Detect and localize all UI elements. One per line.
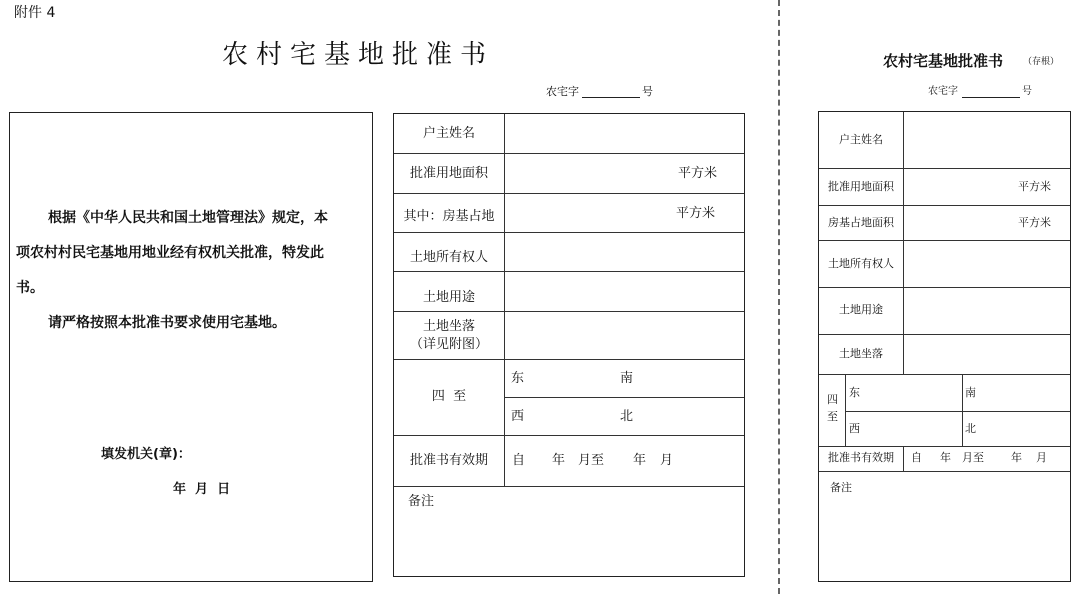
stub-number-blank[interactable] [962, 97, 1020, 98]
land-use-label: 土地用途 [422, 290, 475, 305]
remarks-label: 备注 [408, 494, 435, 509]
land-owner-label: 土地所有权人 [409, 250, 488, 265]
stub-remarks-label: 备注 [830, 481, 852, 494]
notice-line-3: 书。 [16, 280, 44, 296]
number-prefix: 农宅字 [546, 85, 579, 98]
stub-title-note: （存根） [1023, 57, 1060, 67]
building-area-label: 其中：房基占地 [403, 209, 495, 224]
owner-name-label: 户主姓名 [422, 126, 475, 141]
stub-number-suffix: 号 [1022, 86, 1032, 97]
boundary-south: 南 [620, 371, 634, 386]
stub-building-area-unit: 平方米 [1018, 216, 1051, 229]
approved-area-label: 批准用地面积 [409, 166, 488, 181]
stub-owner-name-label: 户主姓名 [839, 133, 883, 146]
stub-validity-year-start: 年 [940, 451, 951, 464]
building-area-unit: 平方米 [676, 206, 716, 221]
boundaries-label: 四 至 [431, 389, 467, 404]
stub-validity-label: 批准书有效期 [828, 451, 894, 464]
stub-validity-from: 自 [911, 451, 922, 464]
validity-from: 自 [512, 453, 526, 468]
stub-number-prefix: 农宅字 [928, 86, 958, 97]
number-blank[interactable] [582, 97, 640, 98]
boundary-west: 西 [511, 409, 525, 424]
stub-boundary-east: 东 [849, 386, 860, 399]
stub-location-label: 土地坐落 [839, 347, 883, 360]
stub-approved-area-label: 批准用地面积 [828, 180, 894, 193]
certificate-title: 农村宅基地批准书 [222, 40, 495, 70]
validity-label: 批准书有效期 [409, 453, 488, 468]
notice-line-2: 项农村村民宅基地用地业经有权机关批准，特发此 [16, 245, 324, 261]
issuing-authority: 填发机关(章)： [101, 447, 191, 462]
stub-building-area-label: 房基占地面积 [828, 216, 894, 229]
notice-line-1: 根据《中华人民共和国土地管理法》规定，本 [48, 210, 328, 226]
validity-month-end: 月 [660, 453, 674, 468]
boundary-east: 东 [511, 371, 525, 386]
stub-boundary-south: 南 [965, 386, 976, 399]
validity-month-to: 月至 [578, 453, 605, 468]
stub-land-owner-label: 土地所有权人 [828, 257, 894, 270]
stub-title: 农村宅基地批准书 [883, 52, 1004, 70]
issue-date: 年 月 日 [173, 482, 231, 497]
stub-remarks-field[interactable] [820, 473, 1069, 580]
stub-validity-month-end: 月 [1036, 451, 1047, 464]
stub-boundary-west: 西 [849, 422, 860, 435]
stub-validity-month-to: 月至 [962, 451, 984, 464]
approved-area-unit: 平方米 [678, 166, 718, 181]
validity-year-end: 年 [633, 453, 647, 468]
attachment-label: 附件 4 [14, 5, 56, 21]
boundary-north: 北 [620, 409, 634, 424]
location-see-attachment: （详见附图） [409, 337, 488, 352]
number-suffix: 号 [642, 85, 653, 98]
owner-name-field[interactable] [506, 115, 744, 152]
notice-panel [9, 112, 373, 582]
usage-instruction: 请严格按照本批准书要求使用宅基地。 [48, 315, 286, 331]
perforation-line [778, 0, 780, 594]
remarks-field[interactable] [395, 488, 743, 575]
stub-boundaries-label-top: 四 [827, 393, 838, 406]
stub-boundaries-label-bottom: 至 [827, 410, 838, 423]
stub-land-use-label: 土地用途 [839, 303, 883, 316]
stub-approved-area-unit: 平方米 [1018, 180, 1051, 193]
validity-year-start: 年 [552, 453, 566, 468]
stub-validity-year-end: 年 [1011, 451, 1022, 464]
stub-boundary-north: 北 [965, 422, 976, 435]
location-label: 土地坐落 [422, 319, 475, 334]
